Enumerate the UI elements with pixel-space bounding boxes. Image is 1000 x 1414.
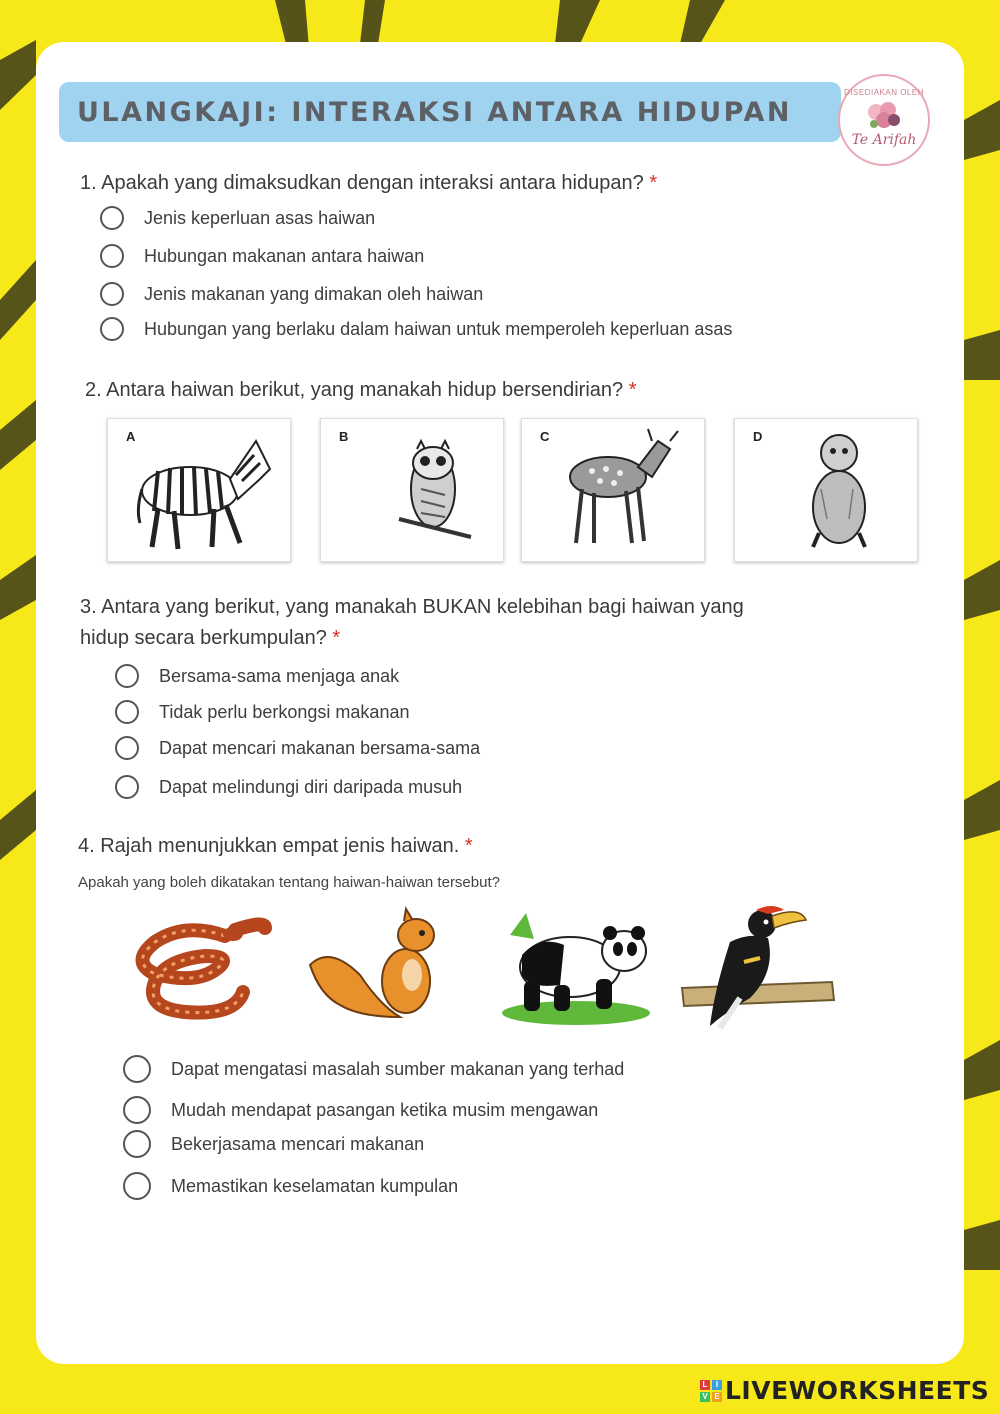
- question-3: [80, 592, 744, 654]
- image-letter: D: [753, 429, 763, 444]
- question-1: [80, 168, 657, 199]
- liveworksheets-logo-icon: [700, 1380, 722, 1402]
- author-stamp: [838, 74, 930, 166]
- option-label: Hubungan yang berlaku dalam haiwan untuk memperoleh keperluan asas: [144, 318, 733, 339]
- question-3-text-line1: 3. Antara yang berikut, yang manakah BUKAN kelebihan bagi haiwan yang: [80, 596, 744, 618]
- q4-option-4[interactable]: [123, 1172, 458, 1200]
- q3-option-1[interactable]: [115, 664, 399, 688]
- option-label: Dapat mencari makanan bersama-sama: [159, 737, 481, 758]
- radio-button[interactable]: [100, 317, 124, 341]
- radio-button[interactable]: [115, 700, 139, 724]
- radio-button[interactable]: [123, 1130, 151, 1158]
- image-letter: A: [126, 429, 136, 444]
- question-2: [85, 375, 637, 406]
- option-label: Tidak perlu berkongsi makanan: [159, 701, 410, 722]
- option-label: Dapat melindungi diri daripada musuh: [159, 776, 463, 797]
- radio-button[interactable]: [115, 775, 139, 799]
- deer-image: [522, 419, 704, 561]
- required-mark: *: [332, 627, 341, 649]
- q3-option-4[interactable]: [115, 775, 462, 799]
- option-label: Jenis makanan yang dimakan oleh haiwan: [144, 283, 484, 304]
- required-mark: *: [649, 172, 658, 194]
- required-mark: *: [464, 835, 473, 857]
- liveworksheets-brand[interactable]: [700, 1376, 989, 1405]
- q2-image-c[interactable]: [521, 418, 705, 562]
- snake-image: [125, 912, 275, 1024]
- radio-button[interactable]: [123, 1172, 151, 1200]
- question-2-text: 2. Antara haiwan berikut, yang manakah hidup bersendirian?: [85, 379, 624, 401]
- option-label: Dapat mengatasi masalah sumber makanan yang terhad: [171, 1058, 625, 1079]
- option-label: Memastikan keselamatan kumpulan: [171, 1175, 459, 1196]
- q1-option-1[interactable]: [100, 206, 375, 230]
- logo-letter: I: [712, 1380, 722, 1390]
- zebra-image: [108, 419, 290, 561]
- squirrel-image: [300, 905, 448, 1025]
- title-banner: [59, 82, 841, 142]
- question-4-subtext: Apakah yang boleh dikatakan tentang haiwan-haiwan tersebut?: [78, 874, 500, 891]
- q4-option-2[interactable]: [123, 1096, 598, 1124]
- q1-option-3[interactable]: [100, 282, 483, 306]
- q3-option-3[interactable]: [115, 736, 480, 760]
- option-label: Hubungan makanan antara haiwan: [144, 245, 425, 266]
- q3-option-2[interactable]: [115, 700, 409, 724]
- option-label: Bekerjasama mencari makanan: [171, 1133, 425, 1154]
- image-letter: C: [540, 429, 550, 444]
- monkey-image: [735, 419, 917, 561]
- flower-icon: [862, 98, 906, 134]
- radio-button[interactable]: [100, 282, 124, 306]
- q2-image-d[interactable]: [734, 418, 918, 562]
- panda-image: [500, 905, 652, 1027]
- logo-letter: E: [712, 1392, 722, 1402]
- radio-button[interactable]: [123, 1055, 151, 1083]
- q2-image-b[interactable]: [320, 418, 504, 562]
- stamp-top-text: DISEDIAKAN OLEH: [844, 88, 924, 97]
- owl-image: [321, 419, 503, 561]
- q2-image-a[interactable]: [107, 418, 291, 562]
- radio-button[interactable]: [100, 206, 124, 230]
- radio-button[interactable]: [123, 1096, 151, 1124]
- q4-option-3[interactable]: [123, 1130, 424, 1158]
- logo-letter: V: [700, 1392, 710, 1402]
- option-label: Mudah mendapat pasangan ketika musim mengawan: [171, 1099, 599, 1120]
- radio-button[interactable]: [100, 244, 124, 268]
- page-title: ULANGKAJI: INTERAKSI ANTARA HIDUPAN: [77, 96, 792, 128]
- hornbill-image: [680, 902, 836, 1030]
- q1-option-2[interactable]: [100, 244, 424, 268]
- question-1-text: 1. Apakah yang dimaksudkan dengan interaksi antara hidupan?: [80, 172, 644, 194]
- logo-letter: L: [700, 1380, 710, 1390]
- question-4-text: 4. Rajah menunjukkan empat jenis haiwan.: [78, 835, 460, 857]
- required-mark: *: [628, 379, 637, 401]
- q4-option-1[interactable]: [123, 1055, 624, 1083]
- stamp-signature: Te Arifah: [851, 132, 917, 148]
- option-label: Jenis keperluan asas haiwan: [144, 207, 376, 228]
- image-letter: B: [339, 429, 349, 444]
- brand-name: LIVEWORKSHEETS: [725, 1376, 990, 1405]
- question-3-text-line2: hidup secara berkumpulan?: [80, 627, 327, 649]
- radio-button[interactable]: [115, 736, 139, 760]
- q1-option-4[interactable]: [100, 317, 732, 341]
- radio-button[interactable]: [115, 664, 139, 688]
- question-4: [78, 831, 473, 862]
- option-label: Bersama-sama menjaga anak: [159, 665, 400, 686]
